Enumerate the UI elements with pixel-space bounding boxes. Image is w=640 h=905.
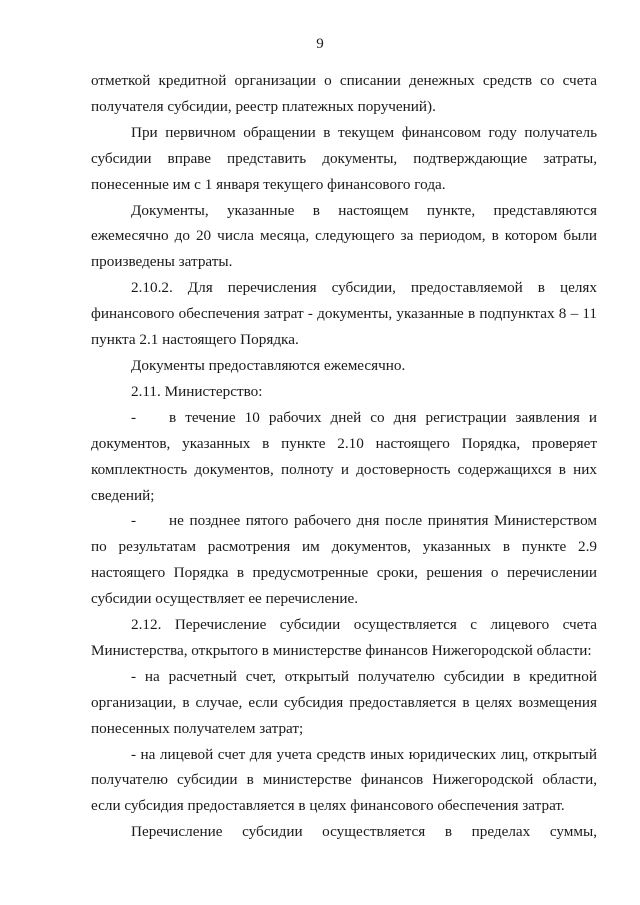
list-item: - на лицевой счет для учета средств иных юридических лиц, открытый получателю субсидии в министерстве финансов Нижегородской области, если субсидия предоставляется в целях финансового обеспечения затрат. [91,745,597,815]
document-body [91,68,597,845]
paragraph: 2.11. Министерство: [131,382,263,400]
paragraph: При первичном обращении в текущем финансовом году получатель субсидии вправе представить документы, подтверждающие затраты, понесенные им с 1 января текущего финансового года. [91,123,597,193]
paragraph: Документы, указанные в настоящем пункте, представляются ежемесячно до 20 числа месяца, следующего за периодом, в котором были произведены затраты. [91,201,597,271]
page-number: 9 [316,36,324,52]
list-item: - на расчетный счет, открытый получателю субсидии в кредитной организации, в случае, если субсидия предоставляется в целях возмещения понесенных получателем затрат; [91,667,597,737]
list-dash: - [131,512,137,530]
paragraph: 2.10.2. Для перечисления субсидии, предоставляемой в целях финансового обеспечения затрат - документы, указанные в подпунктах 8 – 11 пункта 2.1 настоящего Порядка. [91,279,597,349]
list-item: - не позднее пятого рабочего дня после принятия Министерством по результатам расмотрения им документов, указанных в пункте 2.9 настоящего Порядка в предусмотренные сроки, решения о перечислении субсидии осуществляет ее перечисление. [91,508,597,612]
paragraph: 2.12. Перечисление субсидии осуществляется с лицевого счета Министерства, открытого в министерстве финансов Нижегородской области: [91,616,597,659]
paragraph: отметкой кредитной организации о списании денежных средств со счета получателя субсидии, реестр платежных поручений). [91,72,597,115]
list-dash: - [131,408,137,426]
list-item: - в течение 10 рабочих дней со дня регистрации заявления и документов, указанных в пункте 2.10 настоящего Порядка, проверяет комплектность документов, полноту и достоверность содержащихся в них сведений; [91,405,597,509]
paragraph: Перечисление субсидии осуществляется в пределах суммы, [131,823,597,841]
paragraph: Документы предоставляются ежемесячно. [131,356,406,374]
